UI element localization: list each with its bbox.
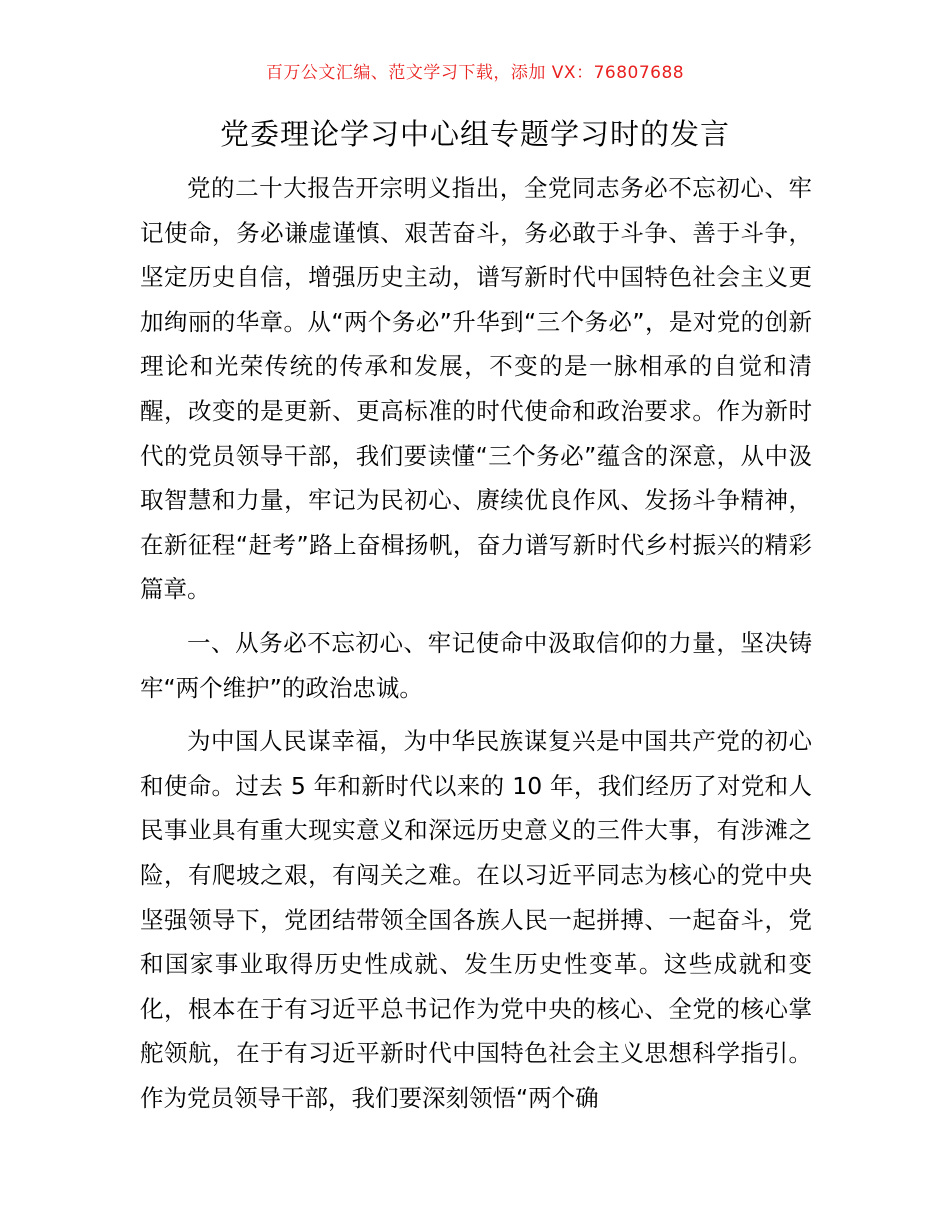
document-title: 党委理论学习中心组专题学习时的发言 bbox=[219, 117, 730, 151]
paragraph-intro: 党的二十大报告开宗明义指出，全党同志务必不忘初心、牢记使命，务必谦虚谨慎、艰苦奋斗，务必敢于斗争、善于斗争，坚定历史自信，增强历史主动，谱写新时代中国特色社会主义更加绚丽的华章。从“两个务必”升华到“三个务必”，是对党的创新理论和光荣传统的传承和发展，不变的是一脉相承的自觉和清醒，改变的是更新、更高标准的时代使命和政治要求。作为新时代的党员领导干部，我们要读懂“三个务必”蕴含的深意，从中汲取智慧和力量，牢记为民初心、赓续优良作风、发扬斗争精神，在新征程“赶考”路上奋楫扬帆，奋力谱写新时代乡村振兴的精彩篇章。 bbox=[140, 174, 812, 604]
section-heading-one: 一、从务必不忘初心、牢记使命中汲取信仰的力量，坚决铸牢“两个维护”的政治忠诚。 bbox=[140, 628, 812, 702]
paragraph-section-one: 为中国人民谋幸福，为中华民族谋复兴是中国共产党的初心和使命。过去 5 年和新时代以来的 10 年，我们经历了对党和人民事业具有重大现实意义和深远历史意义的三件大事，有涉滩之险，有爬坡之艰，有闯关之难。在以习近平同志为核心的党中央坚强领导下，党团结带领全国各族人民一起拼搏、一起奋斗，党和国家事业取得历史性成就、发生历史性变革。这些成就和变化，根本在于有习近平总书记作为党中央的核心、全党的核心掌舵领航，在于有习近平新时代中国特色社会主义思想科学指引。作为党员领导干部，我们要深刻领悟“两个确 bbox=[140, 727, 812, 1112]
document-body bbox=[140, 166, 812, 1120]
header-note: 百万公文汇编、范文学习下载，添加 VX：76807688 bbox=[265, 63, 685, 83]
